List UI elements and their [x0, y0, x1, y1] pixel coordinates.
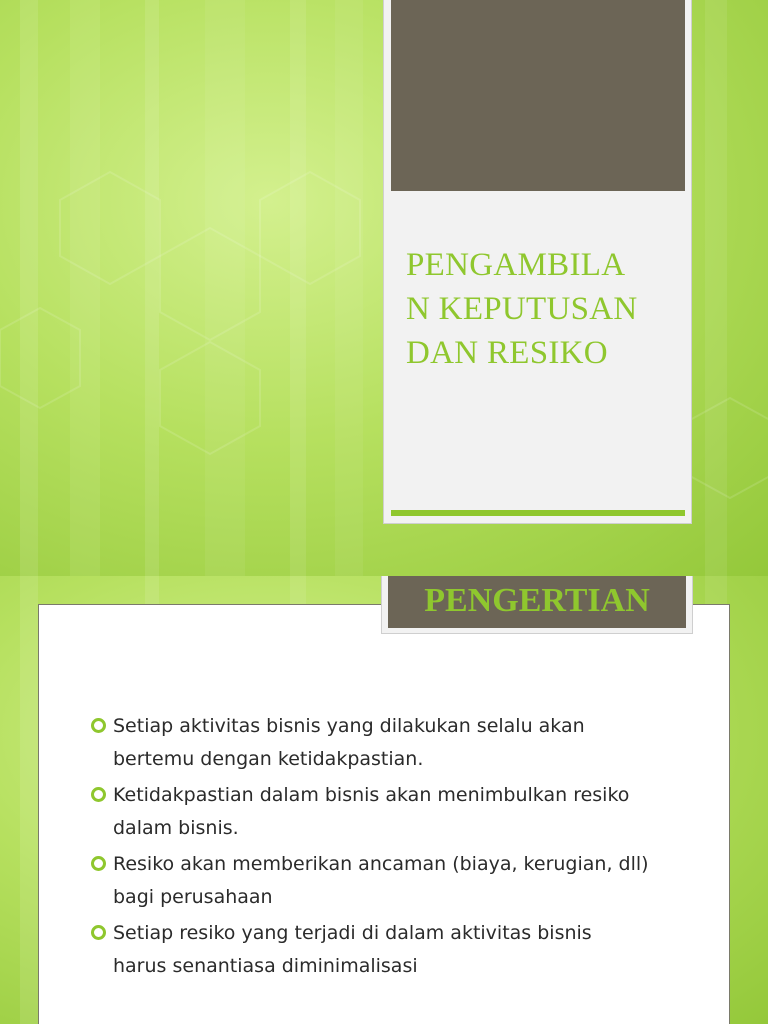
- bullet-list: [91, 710, 651, 986]
- title-dark-block: [391, 0, 685, 191]
- title-accent-bar: [391, 510, 685, 516]
- slide-heading: PENGERTIAN: [424, 582, 650, 619]
- bullet-text: Setiap aktivitas bisnis yang dilakukan selalu akan bertemu dengan ketidakpastian.: [113, 715, 585, 770]
- bullet-text: Resiko akan memberikan ancaman (biaya, kerugian, dll) bagi perusahaan: [113, 853, 649, 908]
- bullet-text: Ketidakpastian dalam bisnis akan menimbulkan resiko dalam bisnis.: [113, 784, 630, 839]
- title-card: [383, 0, 692, 524]
- list-item: [91, 848, 651, 914]
- ring-bullet-icon: [91, 925, 106, 940]
- list-item: [91, 917, 651, 983]
- heading-dark-block: [388, 576, 686, 628]
- ring-bullet-icon: [91, 787, 106, 802]
- ring-bullet-icon: [91, 718, 106, 733]
- ring-bullet-icon: [91, 856, 106, 871]
- bullet-text: Setiap resiko yang terjadi di dalam aktivitas bisnis harus senantiasa diminimalisasi: [113, 922, 592, 977]
- content-slide: [0, 576, 768, 1024]
- content-box: [38, 604, 730, 1024]
- list-item: [91, 779, 651, 845]
- list-item: [91, 710, 651, 776]
- heading-tab: [381, 576, 693, 634]
- slide-title: PENGAMBILA N KEPUTUSAN DAN RESIKO: [406, 247, 638, 371]
